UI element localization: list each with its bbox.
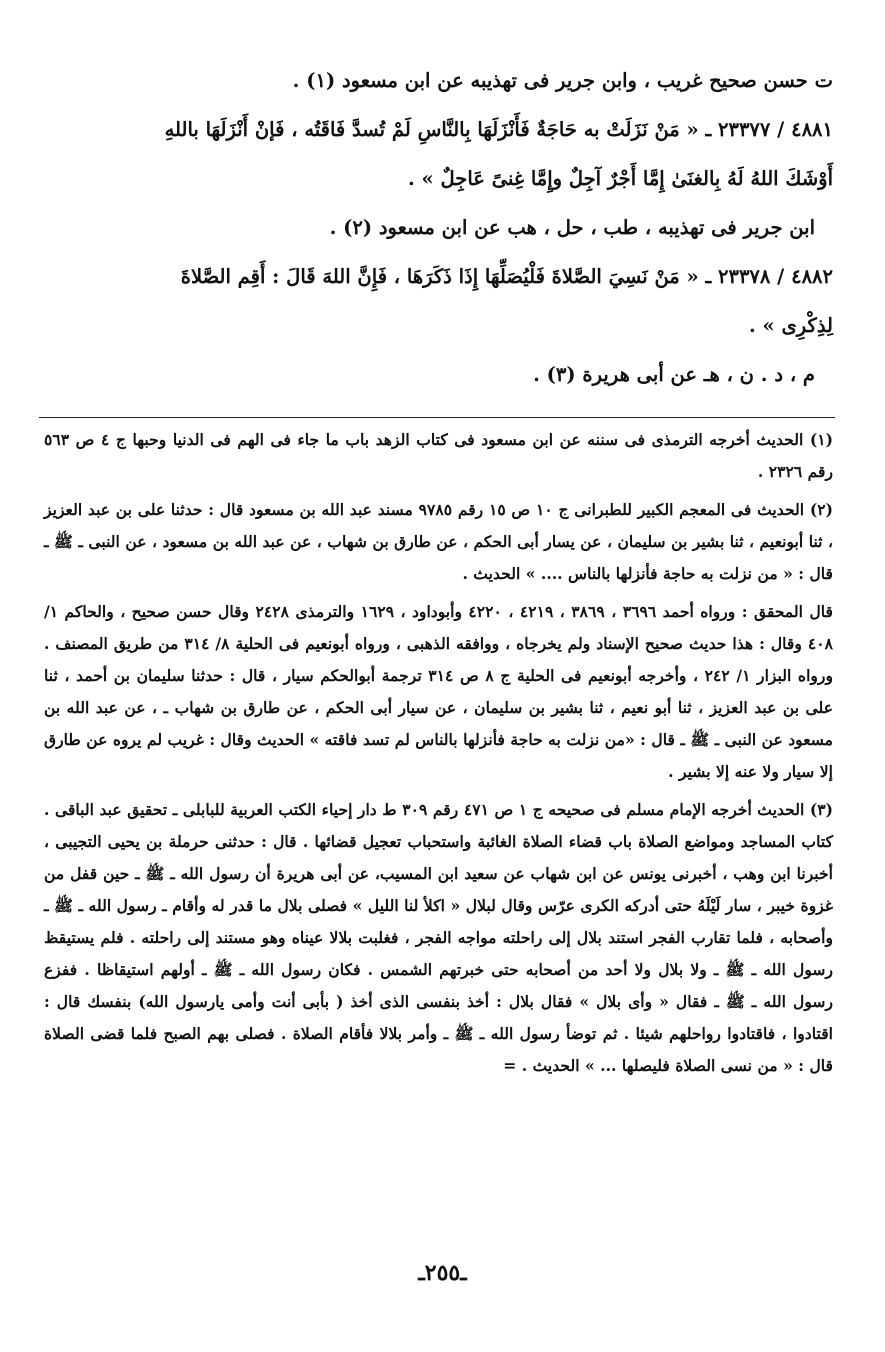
source-line: م ، د . ن ، هـ عن أبى هريرة (٣) . [533,363,815,386]
hadith-4881-line: ٤٨٨١ / ٢٣٣٧٧ ـ « مَنْ نَزَلَتْ به حَاجَةٌ فَأَنْزَلَهَا بِالنَّاسِ لَمْ تُسدَّ فَاقَتُه ، فَإنْ أَنْزَلَهَا باللهِ [164,118,833,141]
main-text-line: لِذِكْرِى » . [748,314,833,337]
footnote-2: (٢) الحديث فى المعجم الكبير للطبرانى ج ١٠ ص ١٥ رقم ٩٧٨٥ مسند عبد الله بن مسعود قال : حدثنا على بن عبد العزيز ، ثنا أبونعيم ، ثنا بشير بن سليمان ، عن يسار أبى الحكم ، عن طارق بن شهاب ، عن عبد الله بن مسعود ، عن النبى ـ ﷺ ـ قال : « من نزلت به حاجة فأنزلها بالناس .... » الحديث . [44,500,833,583]
footnote-3: (٣) الحديث أخرجه الإمام مسلم فى صحيحه ج ١ ص ٤٧١ رقم ٣٠٩ ط دار إحياء الكتب العربية للبابلى ـ تحقيق عبد الباقى . كتاب المساجد ومواضع الصلاة باب قضاء الصلاة الغائبة واستحباب تعجيل قضائها . قال : حدثنى حرملة بن يحيى التجيبى ، أخبرنا ابن وهب ، أخبرنى يونس عن ابن شهاب عن سعيد ابن المسيب، عن أبى هريرة أن رسول الله ـ ﷺ ـ حين قفل من غزوة خيبر ، سار لَيْلَهُ حتى أدركه الكرى عرّس وقال لبلال « اكلأ لنا الليل » فصلى بلال ما قدر له وأقام ـ رسول الله ـ ﷺ ـ وأصحابه ، فلما تقارب الفجر استند بلال إلى راحلته مواجه الفجر ، فغلبت بلالا عيناه وهو مستند إلى راحلته . فلم يستيقظ رسول الله ـ ﷺ ـ ولا بلال ولا أحد من أصحابه حتى خبرتهم الشمس . فكان رسول الله ـ ﷺ ـ أولهم استيقاظا . ففزع رسول الله ـ ﷺ ـ فقال « وأى بلال » فقال بلال : أخذ بنفسى الذى أخذ ( بأبى أنت وأمى يارسول الله) بنفسك قال : اقتادوا ، فاقتادوا رواحلهم شيئا . ثم توضأ رسول الله ـ ﷺ ـ وأمر بلالا فأقام الصلاة . فصلى بهم الصبح فلما قضى الصلاة قال : « من نسى الصلاة فليصلها ... » الحديث . = [44,800,833,1075]
main-text-line: ت حسن صحيح غريب ، وابن جرير فى تهذيبه عن ابن مسعود (١) . [292,69,833,92]
main-text [60,56,833,399]
hadith-4882-line: ٤٨٨٢ / ٢٣٣٧٨ ـ « مَنْ نَسِيَ الصَّلاةَ فَلْيُصَلِّهَا إِذَا ذَكَرَهَا ، فَإِنَّ اللهَ قَالَ : أَقِم الصَّلاةَ [180,265,833,288]
footnote-1: (١) الحديث أخرجه الترمذى فى سننه عن ابن مسعود فى كتاب الزهد باب ما جاء فى الهم فى الدنيا وحبها ج ٤ ص ٥٦٣ رقم ٢٣٢٦ . [44,430,833,481]
footnote-2-commentary: قال المحقق : ورواه أحمد ٣٦٩٦ ، ٣٨٦٩ ، ٤٢١٩ ، ٤٢٢٠ وأبوداود ، ١٦٢٩ والترمذى ٢٤٢٨ وقال حسن صحيح ، والحاكم ١/ ٤٠٨ وقال : هذا حديث صحيح الإسناد ولم يخرجاه ، ووافقه الذهبى ، ورواه أبونعيم فى الحلية ٨/ ٣١٤ من طريق المصنف . ورواه البزار ١/ ٢٤٢ ، وأخرجه أبونعيم فى الحلية ج ٨ ص ٣١٤ ترجمة أبوالحكم سيار ، قال : حدثنا سليمان بن أحمد ، ثنا على بن عبد العزيز ، ثنا أبو نعيم ، ثنا بشير بن سليمان ، عن سيار أبى الحكم ، عن طارق بن شهاب ـ ، عن عبد الله بن مسعود عن النبى ـ ﷺ ـ قال : «من نزلت به حاجة فأنزلها بالناس لم تسد فاقته » الحديث وقال : غريب لم يروه عن طارق إلا سيار ولا عنه إلا بشير . [44,602,833,781]
source-line: ابن جرير فى تهذيبه ، طب ، حل ، هب عن ابن مسعود (٢) . [329,216,815,239]
page-number: ـ٢٥٥ـ [418,1260,467,1286]
footnotes [44,424,833,1082]
footnote-divider [39,417,835,418]
main-text-line: أَوْشَكَ اللهُ لَهُ بِالغنَىٰ إِمَّا أَجْرٌ آجِلٌ وإِمَّا غِنىً عَاجِلٌ » . [407,167,833,190]
